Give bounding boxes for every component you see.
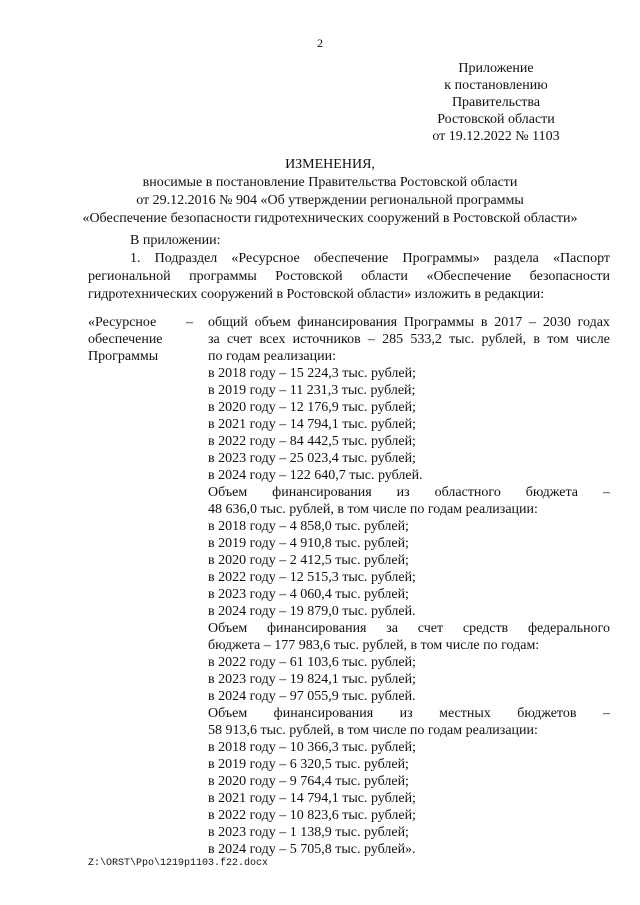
table-line: Объем финансирования из местных бюджетов – (208, 706, 610, 721)
footer-file-path: Z:\ORST\Ppo\1219p1103.f22.docx (88, 858, 269, 869)
page-number: 2 (317, 36, 323, 50)
table-line: в 2020 году – 9 764,4 тыс. рублей; (208, 774, 409, 789)
intro-paragraph: В приложении: (130, 233, 221, 248)
table-label-line: обеспечение (88, 332, 163, 347)
table-line: в 2020 году – 12 176,9 тыс. рублей; (208, 400, 416, 415)
table-line: в 2018 году – 10 366,3 тыс. рублей; (208, 740, 416, 755)
title-line: «Обеспечение безопасности гидротехнических сооружений в Ростовской области» (82, 211, 578, 226)
table-line: в 2024 году – 5 705,8 тыс. рублей». (208, 842, 416, 857)
table-line: в 2023 году – 4 060,4 тыс. рублей; (208, 587, 409, 602)
appendix-date-line: от 19.12.2022 № 1103 (432, 129, 560, 144)
intro-paragraph: 1. Подраздел «Ресурсное обеспечение Программы» раздела «Паспорт региональной программы Ростовской области «Обеспечение безопасности гидротехнических сооружений в Ростовской области» изложить в редакции: (88, 251, 610, 302)
table-label-line: Программы (88, 349, 159, 364)
appendix-line: Правительства (451, 95, 541, 110)
intro-text (88, 232, 610, 304)
table-line: в 2022 году – 12 515,3 тыс. рублей; (208, 570, 416, 585)
table-label-line: «Ресурсное (88, 315, 157, 330)
table-line: в 2018 году – 4 858,0 тыс. рублей; (208, 519, 409, 534)
table-line: Объем финансирования за счет средств федерального (208, 621, 610, 636)
table-line: 58 913,6 тыс. рублей, в том числе по годам реализации: (208, 723, 538, 738)
table-line: в 2019 году – 11 231,3 тыс. рублей; (208, 383, 416, 398)
appendix-header (406, 60, 586, 145)
table-line: 48 636,0 тыс. рублей, в том числе по годам реализации: (208, 502, 538, 517)
table-line: в 2019 году – 6 320,5 тыс. рублей; (208, 757, 409, 772)
table-right-content (208, 314, 610, 858)
table-line: в 2021 году – 14 794,1 тыс. рублей; (208, 791, 416, 806)
table-line: в 2022 году – 61 103,6 тыс. рублей; (208, 655, 416, 670)
table-line: в 2024 году – 19 879,0 тыс. рублей. (208, 604, 416, 619)
table-line: по годам реализации: (208, 349, 336, 364)
table-line: в 2024 году – 122 640,7 тыс. рублей. (208, 468, 423, 483)
table-line: бюджета – 177 983,6 тыс. рублей, в том числе по годам: (208, 638, 540, 653)
title-heading: ИЗМЕНЕНИЯ, (285, 157, 375, 172)
table-line: за счет всех источников – 285 533,2 тыс. рублей, в том числе (208, 332, 610, 347)
table-line: в 2024 году – 97 055,9 тыс. рублей. (208, 689, 416, 704)
table-line: в 2023 году – 1 138,9 тыс. рублей; (208, 825, 409, 840)
document-title (40, 156, 620, 228)
table-line: в 2022 году – 10 823,6 тыс. рублей; (208, 808, 416, 823)
appendix-line: к постановлению (444, 78, 548, 93)
table-line: в 2023 году – 19 824,1 тыс. рублей; (208, 672, 416, 687)
table-line: в 2022 году – 84 442,5 тыс. рублей; (208, 434, 416, 449)
table-line: в 2021 году – 14 794,1 тыс. рублей; (208, 417, 416, 432)
table-line: в 2023 году – 25 023,4 тыс. рублей; (208, 451, 416, 466)
appendix-line: Приложение (458, 61, 534, 76)
table-line: Объем финансирования из областного бюджета – (208, 485, 610, 500)
table-left-label (88, 314, 178, 365)
title-line: от 29.12.2016 № 904 «Об утверждении региональной программы (136, 193, 524, 208)
table-dash: – (186, 315, 193, 330)
title-line: вносимые в постановление Правительства Ростовской области (142, 175, 518, 190)
table-line: в 2020 году – 2 412,5 тыс. рублей; (208, 553, 409, 568)
table-line: в 2019 году – 4 910,8 тыс. рублей; (208, 536, 409, 551)
appendix-line: Ростовской области (437, 112, 555, 127)
table-line: общий объем финансирования Программы в 2017 – 2030 годах (208, 315, 610, 330)
table-line: в 2018 году – 15 224,3 тыс. рублей; (208, 366, 416, 381)
